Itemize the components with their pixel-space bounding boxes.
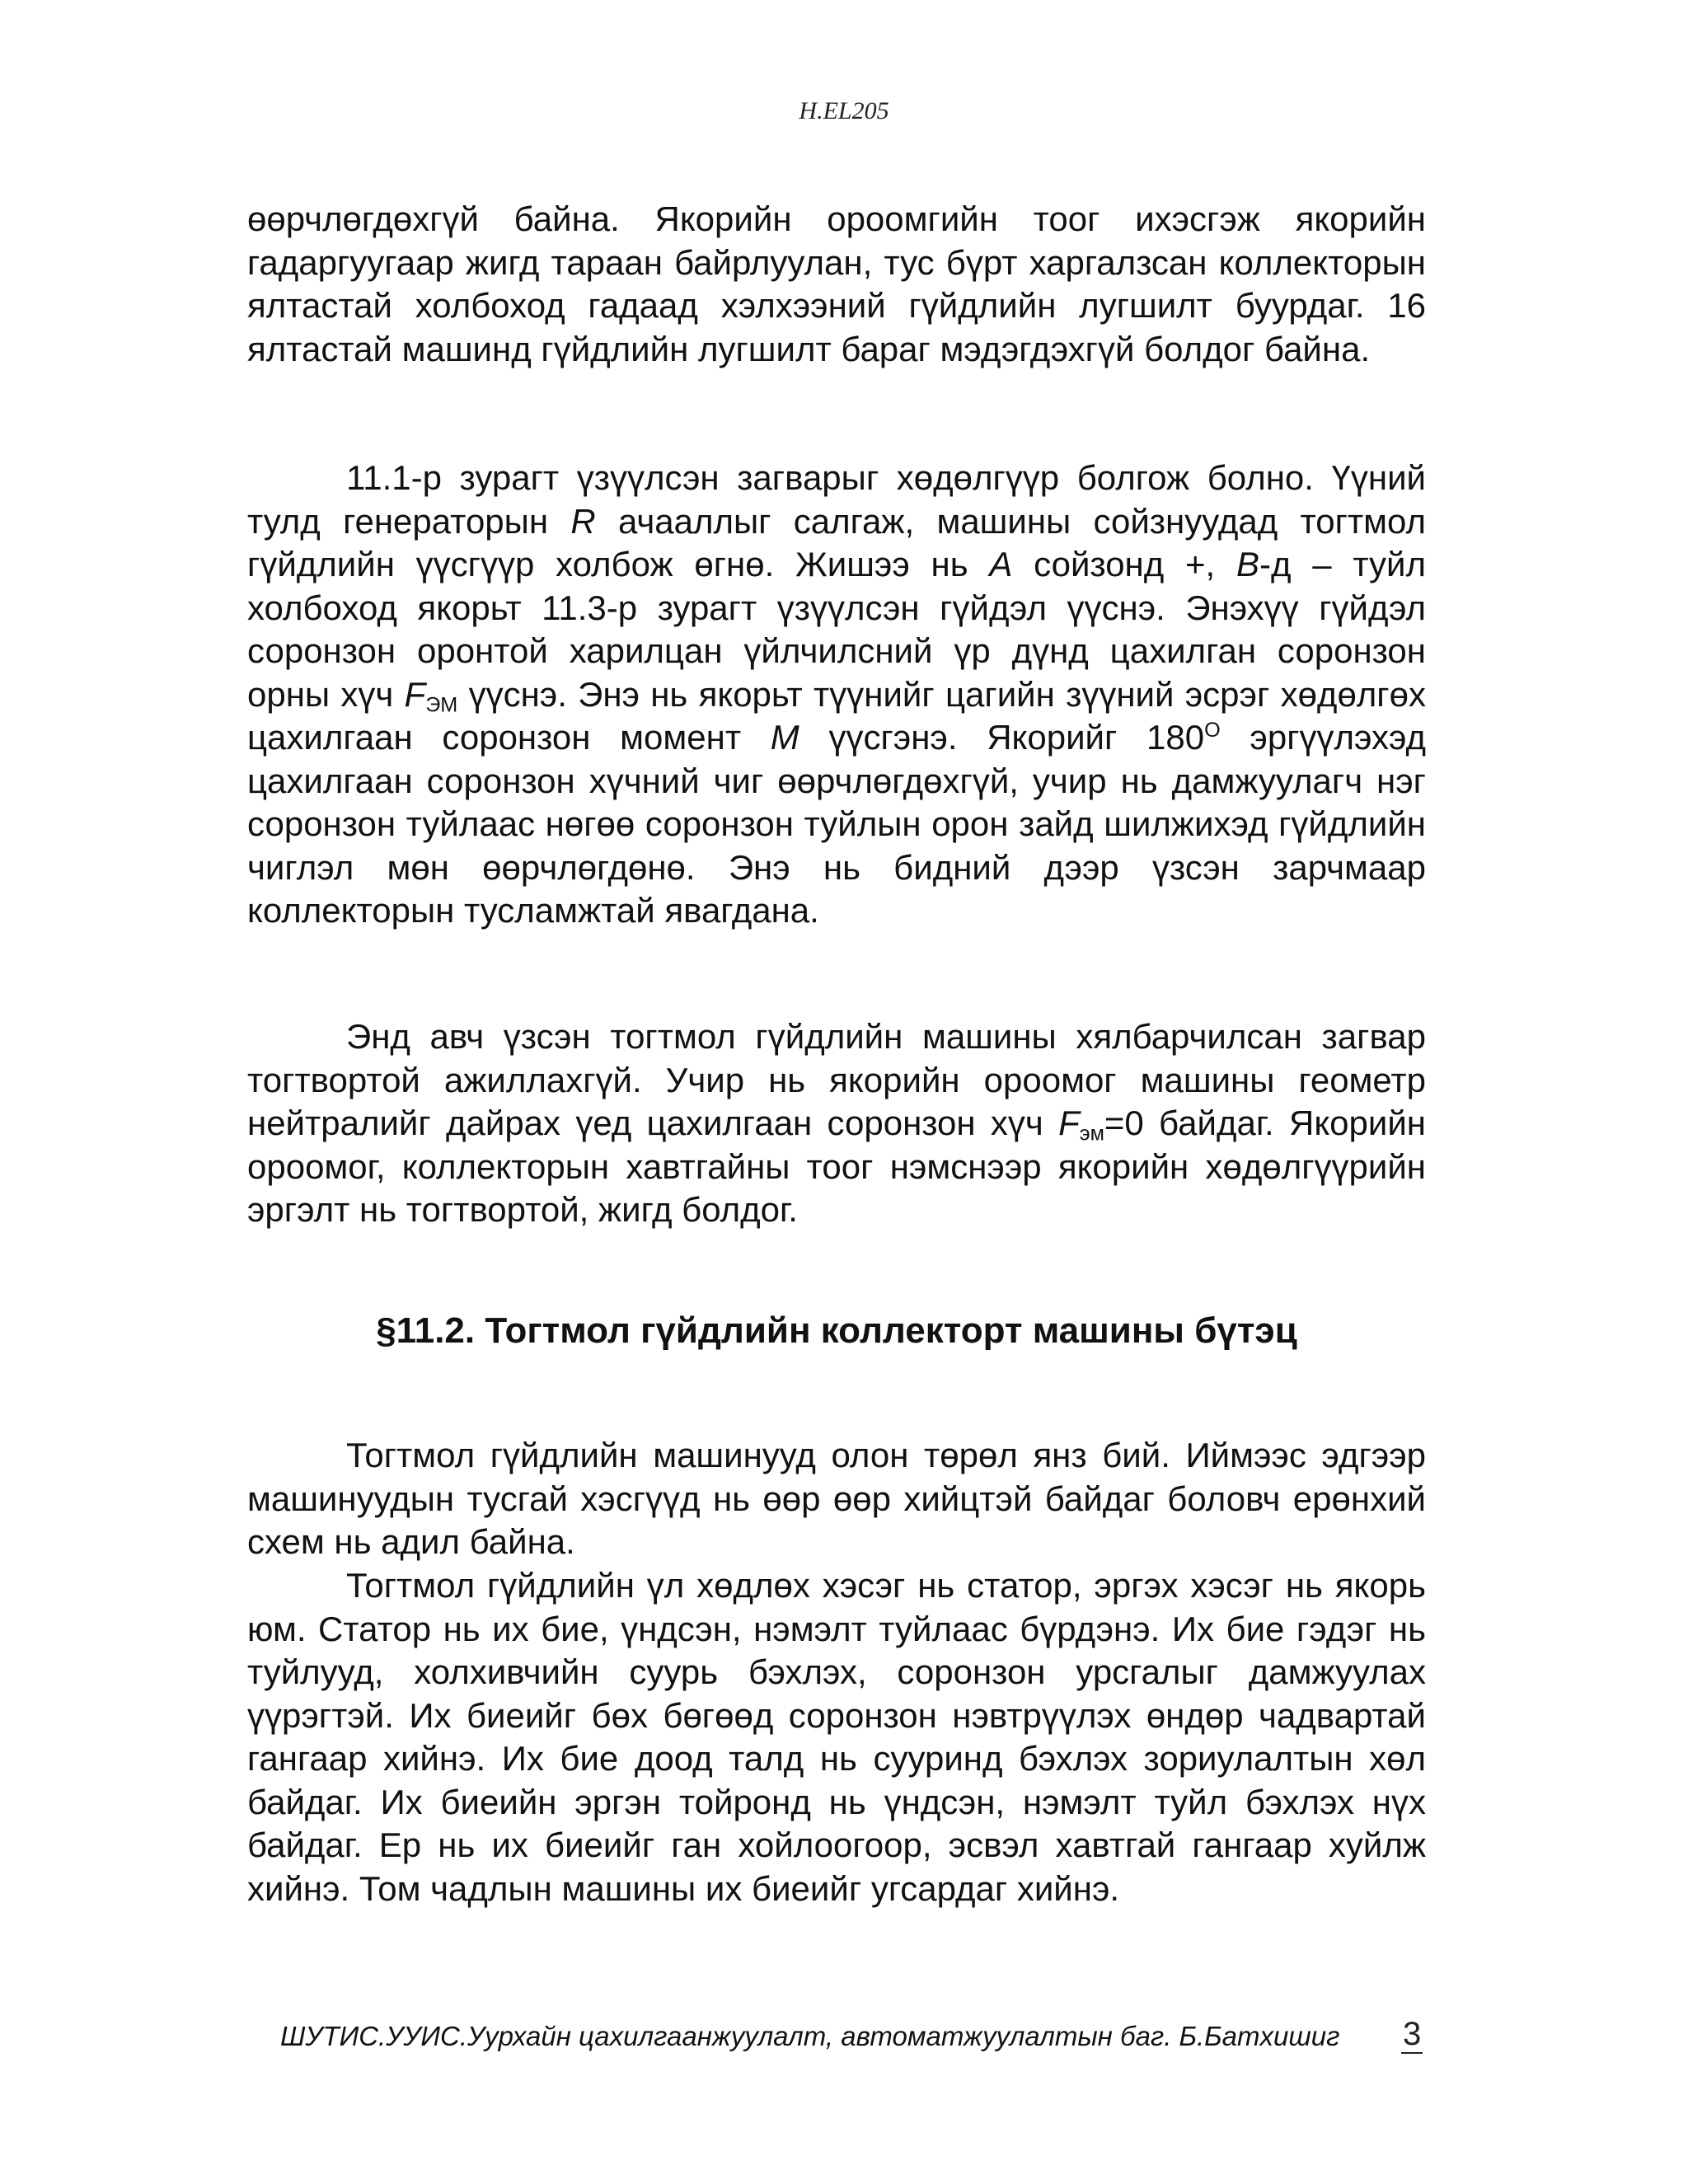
paragraph-4: Тогтмол гүйдлийн машинууд олон төрөл янз бий. Иймээс эдгээр машинуудын тусгай хэсгүүд нь өөр өөр хийцтэй байдаг боловч ерөнхий схем нь адил байна. — [247, 1436, 1426, 1561]
paragraph-5: Тогтмол гүйдлийн үл хөдлөх хэсэг нь статор, эргэх хэсэг нь якорь юм. Статор нь их бие, үндсэн, нэмэлт туйлаас бүрдэнэ. Их бие гэдэг нь туйлууд, холхивчийн суурь бэхлэх, соронзон урсгалыг дамжуулах үүрэгтэй. Их биеийг бөх бөгөөд соронзон нэвтрүүлэх өндөр чадвартай гангаар хийнэ. Их бие доод талд нь сууринд бэхлэх зориулалтын хөл байдаг. Их биеийн эргэн тойронд нь үндсэн, нэмэлт туйл бэхлэх нүх байдаг. Ер нь их биеийг ган хойлоогоор, эсвэл хавтгай гангаар хуйлж хийнэ. Том чадлын машины их биеийг угсардаг хийнэ. — [247, 1566, 1426, 1908]
page-header-code: H.EL205 — [799, 97, 889, 124]
variable-f: F — [1058, 1104, 1080, 1142]
paragraph-2-text-6: үүсгэнэ. Якорийг 180 — [799, 718, 1205, 757]
paragraph-3 — [247, 1015, 1426, 1232]
paragraph-2-text-5: үүснэ. Энэ нь якорьт түүнийг цагийн зүүний эсрэг хөдөлгөх цахилгаан соронзон момент — [247, 674, 1426, 757]
paragraph-2-text-3: сойзонд +, — [1012, 545, 1236, 583]
superscript-degree: О — [1204, 718, 1221, 742]
variable-r: R — [570, 501, 596, 541]
paragraph-3-text-1: Энд авч үзсэн тогтмол гүйдлийн машины хялбарчилсан загвар тогтвортой ажиллахгүй. Учир нь якорийн ороомог машины геометр нейтралийг дайрах үед цахилгаан соронзон хүч — [247, 1017, 1426, 1142]
page-footer — [0, 2016, 1688, 2065]
paragraph-3-text-2: =0 байдаг. Якорийн ороомог, коллекторын хавтгайны тоог нэмснээр якорийн хөдөлгүүрийн эргэлт нь тогтвортой, жигд болдог. — [247, 1104, 1426, 1229]
paragraph-2-text-2: ачааллыг салгаж, машины сойзнуудад тогтмол гүйдлийн үүсгүүр холбож өгнө. Жишээ нь — [247, 501, 1426, 583]
paragraph-2-text-7: эргүүлэхэд цахилгаан соронзон хүчний чиг өөрчлөгдөхгүй, учир нь дамжуулагч нэг соронзон туйлаас нөгөө соронзон туйлын орон зайд шилжихэд гүйдлийн чиглэл мөн өөрчлөгдөнө. Энэ нь бидний дээр үзсэн зарчмаар коллекторын тусламжтай явагдана. — [247, 718, 1426, 930]
variable-b: B — [1236, 545, 1259, 583]
variable-m: M — [770, 718, 799, 757]
paragraph-1: өөрчлөгдөхгүй байна. Якорийн ороомгийн тоог ихэсгэж якорийн гадаргуугаар жигд тараан байрлуулан, тус бүрт харгалзсан коллекторын ялтастай холбоход гадаад хэлхээний гүйдлийн лугшилт буурдаг. 16 ялтастай машинд гүйдлийн лугшилт бараг мэдэгдэхгүй болдог байна. — [247, 199, 1426, 368]
section-heading: §11.2. Тогтмол гүйдлийн коллекторт машины бүтэц — [376, 1310, 1297, 1351]
page-number: 3 — [1403, 2016, 1422, 2052]
variable-f: F — [404, 674, 426, 714]
paragraph-2-text-1: 11.1-р зурагт үзүүлсэн загварыг хөдөлгүүр болгож болно. Үүний тулд генераторын — [247, 458, 1426, 541]
subscript-em: эм — [1079, 1122, 1104, 1146]
footer-text: ШУТИС.УУИС.Уурхайн цахилгаанжуулалт, автоматжуулалтын баг. Б.Батхишиг — [280, 2021, 1340, 2051]
paragraph-2 — [247, 457, 1426, 933]
subscript-em: ЭМ — [425, 692, 458, 716]
variable-a: A — [989, 545, 1013, 583]
paragraph-2-text-4: -д – туйл холбоход якорьт 11.3-р зурагт үзүүлсэн гүйдэл үүснэ. Энэхүү гүйдэл соронзон оронтой харилцан үйлчилсний үр дүнд цахилган соронзон орны хүч — [247, 545, 1426, 714]
